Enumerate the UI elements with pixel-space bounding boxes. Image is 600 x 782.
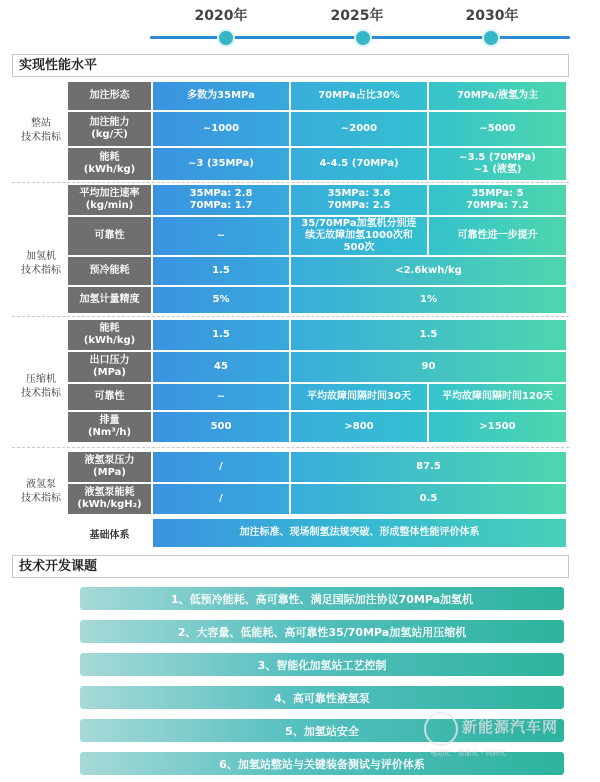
cell-compressor-reliability-2020: [153, 384, 289, 410]
topic-text: 3、智能化加氢站工艺控制: [257, 658, 387, 672]
cell-dispenser-reliability-2020: [153, 217, 289, 255]
foundation-bar: [153, 519, 566, 547]
group-label-station: [11, 117, 71, 145]
row-head-label: 预冷能耗: [89, 265, 130, 276]
cell-text: <2.6kwh/kg: [395, 265, 462, 276]
row-head-reliability: [68, 217, 151, 255]
cell-compressor-energy-2020: [153, 320, 289, 350]
cell-text: ~: [216, 391, 226, 402]
cell-station-capacity-2025: [291, 112, 427, 146]
row-head-label: 能耗 (kWh/kg): [83, 152, 136, 175]
cell-text: 35MPa: 3.6 70MPa: 2.5: [327, 188, 391, 211]
cell-station-form-2030: [429, 82, 566, 110]
section-title-performance: 实现性能水平: [12, 54, 569, 77]
cell-compressor-reliability-2030: [429, 384, 566, 410]
cell-text: 1.5: [212, 329, 230, 340]
row-head-fill-capacity: [68, 112, 151, 146]
timeline-dot-2025: [356, 31, 370, 45]
cell-text: >800: [344, 421, 374, 432]
cell-compressor-displacement-2030: [429, 412, 566, 442]
cell-text: 平均故障间隔时间30天: [307, 391, 411, 402]
row-head-label: 可靠性: [94, 391, 125, 402]
timeline-year-2030: 2030年: [465, 8, 519, 24]
row-head-lh2-pump-pressure: [68, 452, 151, 482]
cell-text: 70MPa占比30%: [318, 90, 400, 101]
row-head-displacement: [68, 412, 151, 442]
cell-compressor-pressure-2025-2030: [291, 352, 566, 382]
cell-text: /: [219, 493, 223, 504]
row-head-compressor-reliability: [68, 384, 151, 410]
cell-text: ~3.5 (70MPa) ~1 (液氢): [459, 152, 536, 175]
cell-compressor-displacement-2025: [291, 412, 427, 442]
cell-text: 5%: [212, 294, 230, 305]
group-label-dispenser: [11, 250, 71, 278]
cell-text: ~5000: [479, 123, 516, 134]
row-head-fill-form: [68, 82, 151, 110]
group-separator: [12, 316, 569, 317]
timeline-dot-2030: [484, 31, 498, 45]
cell-text: 35/70MPa加氢机分别连 续无故障加氢1000次和 500次: [301, 218, 417, 253]
cell-text: 90: [421, 361, 436, 372]
timeline-year-2025: 2025年: [330, 8, 384, 24]
cell-text: ~2000: [340, 123, 378, 134]
topic-item-1: [80, 587, 564, 610]
cell-text: 87.5: [416, 461, 441, 472]
cell-text: 35MPa: 5 70MPa: 7.2: [466, 188, 529, 211]
row-head-label: 液氢泵压力 (MPa): [84, 455, 135, 478]
cell-text: 500: [210, 421, 232, 432]
cell-dispenser-rate-2020: [153, 185, 289, 215]
row-head-label: 加注形态: [89, 90, 130, 101]
cell-lh2-pressure-2025-2030: [291, 452, 566, 482]
row-head-label: 液氢泵能耗 (kWh/kgH₂): [77, 487, 142, 510]
row-head-compressor-energy: [68, 320, 151, 350]
cell-dispenser-rate-2030: [429, 185, 566, 215]
group-separator: [12, 447, 569, 448]
cell-text: 45: [214, 361, 228, 372]
topic-item-4: [80, 686, 564, 709]
cell-text: /: [219, 461, 223, 472]
cell-text: >1500: [479, 421, 516, 432]
cell-lh2-energy-2020: [153, 484, 289, 514]
row-head-fill-rate: [68, 185, 151, 215]
cell-dispenser-reliability-2025: [291, 217, 427, 255]
row-head-label: 平均加注速率 (kg/min): [79, 188, 140, 211]
cell-text: 4-4.5 (70MPa): [319, 158, 399, 169]
group-label-station-text: 整站 技术指标: [21, 118, 61, 143]
cell-compressor-energy-2025-2030: [291, 320, 566, 350]
cell-text: 0.5: [419, 493, 438, 504]
cell-text: 多数为35MPa: [187, 90, 255, 101]
cell-text: 1.5: [419, 329, 438, 340]
cell-lh2-energy-2025-2030: [291, 484, 566, 514]
cell-dispenser-reliability-2030: [429, 217, 566, 255]
cell-text: 可靠性进一步提升: [457, 230, 538, 241]
cell-dispenser-precool-2025-2030: [291, 257, 566, 285]
cell-station-form-2025: [291, 82, 427, 110]
row-head-precool-energy: [68, 257, 151, 285]
cell-station-capacity-2020: [153, 112, 289, 146]
row-head-label: 加注能力 (kg/天): [89, 117, 130, 140]
timeline-year-2020: 2020年: [194, 8, 248, 24]
group-label-dispenser-text: 加氢机 技术指标: [21, 251, 61, 276]
watermark-subtext: 电动化 · 智能化 · 网联化: [430, 749, 507, 757]
cell-dispenser-accuracy-2020: [153, 287, 289, 313]
cell-text: 70MPa/液氢为主: [456, 90, 539, 101]
cell-compressor-displacement-2020: [153, 412, 289, 442]
topic-text: 5、加氢站安全: [285, 724, 359, 738]
row-head-metering-accuracy: [68, 287, 151, 313]
cell-text: 1.5: [212, 265, 230, 276]
cell-station-form-2020: [153, 82, 289, 110]
cell-dispenser-rate-2025: [291, 185, 427, 215]
group-label-lh2-pump-text: 液氢泵 技术指标: [21, 479, 61, 504]
group-separator: [12, 182, 569, 183]
topic-text: 1、低预冷能耗、高可靠性、满足国际加注协议70MPa加氢机: [170, 592, 474, 606]
cell-dispenser-accuracy-2025-2030: [291, 287, 566, 313]
watermark-logo-icon: [424, 712, 458, 746]
row-head-energy: [68, 148, 151, 180]
cell-text: ~3 (35MPa): [188, 158, 254, 169]
group-label-lh2-pump: [11, 478, 71, 506]
cell-text: ~: [216, 230, 226, 241]
cell-text: 平均故障间隔时间120天: [442, 391, 553, 402]
row-head-lh2-pump-energy: [68, 484, 151, 514]
cell-compressor-pressure-2020: [153, 352, 289, 382]
row-head-label: 加氢计量精度: [79, 294, 140, 305]
section-title-topics: 技术开发课题: [12, 555, 569, 578]
topic-item-3: [80, 653, 564, 676]
topic-text: 6、加氢站整站与关键装备测试与评价体系: [219, 757, 425, 771]
group-label-compressor: [11, 373, 71, 401]
row-head-label: 出口压力 (MPa): [89, 355, 130, 378]
cell-lh2-pressure-2020: [153, 452, 289, 482]
row-head-outlet-pressure: [68, 352, 151, 382]
topic-item-2: [80, 620, 564, 643]
topic-text: 4、高可靠性液氢泵: [274, 691, 370, 705]
foundation-text: 加注标准、现场制氢法规突破、形成整体性能评价体系: [239, 527, 480, 538]
row-head-label: 排量 (Nm³/h): [87, 415, 132, 438]
group-label-compressor-text: 压缩机 技术指标: [21, 374, 61, 399]
row-head-label: 能耗 (kWh/kg): [83, 323, 136, 346]
cell-text: ~1000: [202, 123, 240, 134]
cell-compressor-reliability-2025: [291, 384, 427, 410]
cell-station-energy-2020: [153, 148, 289, 180]
cell-station-energy-2025: [291, 148, 427, 180]
cell-text: 1%: [420, 294, 437, 305]
foundation-label: 基础体系: [89, 529, 130, 541]
cell-text: 35MPa: 2.8 70MPa: 1.7: [189, 188, 253, 211]
cell-station-capacity-2030: [429, 112, 566, 146]
timeline-dot-2020: [219, 31, 233, 45]
cell-station-energy-2030: [429, 148, 566, 180]
row-head-label: 可靠性: [94, 230, 125, 241]
topic-text: 2、大容量、低能耗、高可靠性35/70MPa加氢站用压缩机: [177, 625, 467, 639]
watermark-text: 新能源汽车网: [462, 718, 559, 736]
cell-dispenser-precool-2020: [153, 257, 289, 285]
